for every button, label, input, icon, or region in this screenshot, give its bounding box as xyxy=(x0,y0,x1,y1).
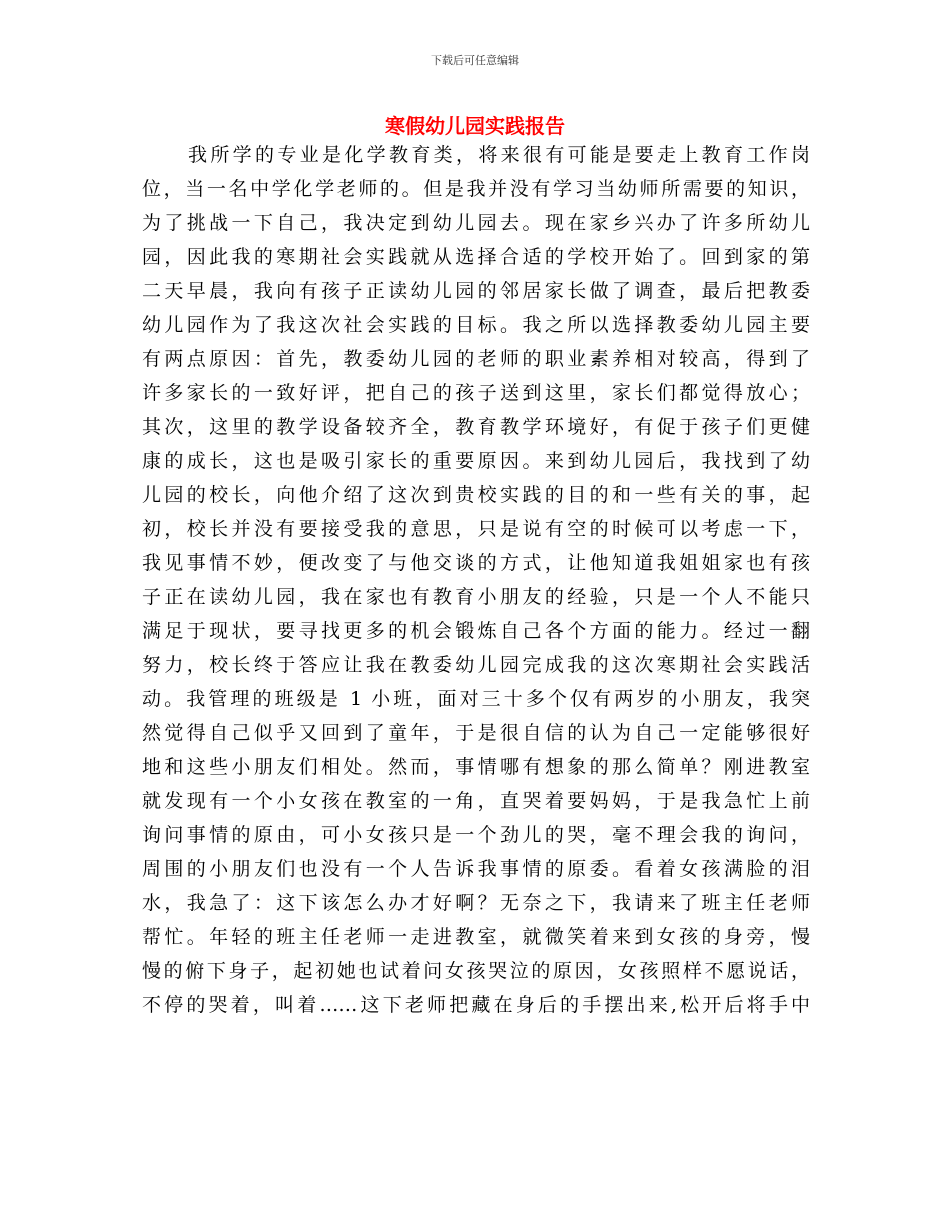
document-title: 寒假幼儿园实践报告 xyxy=(385,114,565,138)
body-line: 努力，校长终于答应让我在教委幼儿园完成我的这次寒期社会实践活 xyxy=(142,654,810,676)
body-line: 帮忙。年轻的班主任老师一走进教室，就微笑着来到女孩的身旁，慢 xyxy=(142,926,810,948)
body-line: 然觉得自己似乎又回到了童年，于是很自信的认为自己一定能够很好 xyxy=(142,722,810,744)
body-line: 康的成长，这也是吸引家长的重要原因。来到幼儿园后，我找到了幼 xyxy=(142,450,810,472)
body-line: 其次，这里的教学设备较齐全，教育教学环境好，有促于孩子们更健 xyxy=(142,416,810,438)
body-line: 地和这些小朋友们相处。然而，事情哪有想象的那么简单？刚进教室 xyxy=(142,756,810,778)
body-line: 初，校长并没有要接受我的意思，只是说有空的时候可以考虑一下， xyxy=(142,518,810,540)
body-line: 我见事情不妙，便改变了与他交谈的方式，让他知道我姐姐家也有孩 xyxy=(142,552,810,574)
body-line: 慢的俯下身子，起初她也试着问女孩哭泣的原因，女孩照样不愿说话， xyxy=(142,960,810,982)
body-line: 水，我急了：这下该怎么办才好啊？无奈之下，我请来了班主任老师 xyxy=(142,892,810,914)
page-header-note: 下载后可任意编辑 xyxy=(431,54,519,67)
body-line: 有两点原因：首先，教委幼儿园的老师的职业素养相对较高，得到了 xyxy=(142,348,810,370)
body-line: 就发现有一个小女孩在教室的一角，直哭着要妈妈，于是我急忙上前 xyxy=(142,790,810,812)
body-line: 询问事情的原由，可小女孩只是一个劲儿的哭，毫不理会我的询问， xyxy=(142,824,810,846)
body-line: 不停的哭着，叫着……这下老师把藏在身后的手摆出来,松开后将手中 xyxy=(142,994,810,1016)
body-line: 园，因此我的寒期社会实践就从选择合适的学校开始了。回到家的第 xyxy=(142,246,810,268)
body-line: 子正在读幼儿园，我在家也有教育小朋友的经验，只是一个人不能只 xyxy=(142,586,810,608)
document-body xyxy=(142,138,810,1022)
body-line: 儿园的校长，向他介绍了这次到贵校实践的目的和一些有关的事，起 xyxy=(142,484,810,506)
body-line: 幼儿园作为了我这次社会实践的目标。我之所以选择教委幼儿园主要 xyxy=(142,314,810,336)
body-line: 为了挑战一下自己，我决定到幼儿园去。现在家乡兴办了许多所幼儿 xyxy=(142,212,810,234)
body-line: 满足于现状，要寻找更多的机会锻炼自己各个方面的能力。经过一翻 xyxy=(142,620,810,642)
body-line: 许多家长的一致好评，把自己的孩子送到这里，家长们都觉得放心； xyxy=(142,382,810,404)
body-line: 位，当一名中学化学老师的。但是我并没有学习当幼师所需要的知识， xyxy=(142,178,810,200)
body-line: 二天早晨，我向有孩子正读幼儿园的邻居家长做了调查，最后把教委 xyxy=(142,280,810,302)
body-line: 周围的小朋友们也没有一个人告诉我事情的原委。看着女孩满脸的泪 xyxy=(142,858,810,880)
body-line: 动。我管理的班级是 1 小班，面对三十多个仅有两岁的小朋友，我突 xyxy=(142,688,810,710)
body-line: 我所学的专业是化学教育类，将来很有可能是要走上教育工作岗 xyxy=(188,144,810,166)
